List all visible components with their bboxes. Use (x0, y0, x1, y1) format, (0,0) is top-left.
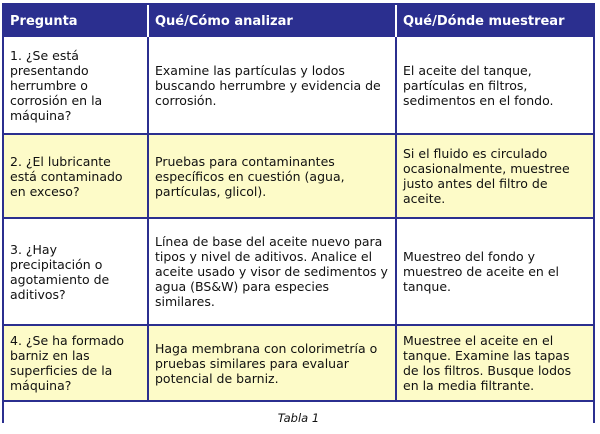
cell-analizar: Haga membrana con colorimetría o pruebas similares para evaluar potencial de barniz. (148, 325, 396, 401)
cell-pregunta: 4. ¿Se ha formado barniz en las superficies de la máquina? (4, 325, 148, 401)
header-row (4, 5, 593, 36)
cell-analizar: Línea de base del aceite nuevo para tipos y nivel de aditivos. Analice el aceite usado y visor de sedimentos y agua (BS&W) para especies similares. (148, 218, 396, 325)
cell-muestrear: Muestree el aceite en el tanque. Examine las tapas de los filtros. Busque lodos en la media filtrante. (396, 325, 593, 401)
caption-row (4, 401, 593, 434)
table-row (4, 325, 593, 401)
cell-muestrear: El aceite del tanque, partículas en filtros, sedimentos en el fondo. (396, 36, 593, 134)
cell-pregunta: 3. ¿Hay precipitación o agotamiento de aditivos? (4, 218, 148, 325)
header-pregunta: Pregunta (4, 5, 148, 36)
cell-analizar: Examine las partículas y lodos buscando herrumbre y evidencia de corrosión. (148, 36, 396, 134)
cell-analizar: Pruebas para contaminantes específicos en cuestión (agua, partículas, glicol). (148, 134, 396, 218)
cell-muestrear: Si el fluido es circulado ocasionalmente, muestree justo antes del filtro de aceite. (396, 134, 593, 218)
table-caption: Tabla 1 (4, 401, 593, 434)
header-muestrear: Qué/Dónde muestrear (396, 5, 593, 36)
table-frame (2, 3, 595, 423)
cell-pregunta: 1. ¿Se está presentando herrumbre o corrosión en la máquina? (4, 36, 148, 134)
table-row (4, 218, 593, 325)
header-analizar: Qué/Cómo analizar (148, 5, 396, 36)
cell-muestrear: Muestreo del fondo y muestreo de aceite en el tanque. (396, 218, 593, 325)
table-row (4, 36, 593, 134)
cell-pregunta: 2. ¿El lubricante está contaminado en exceso? (4, 134, 148, 218)
table-row (4, 134, 593, 218)
analysis-table (4, 5, 593, 434)
